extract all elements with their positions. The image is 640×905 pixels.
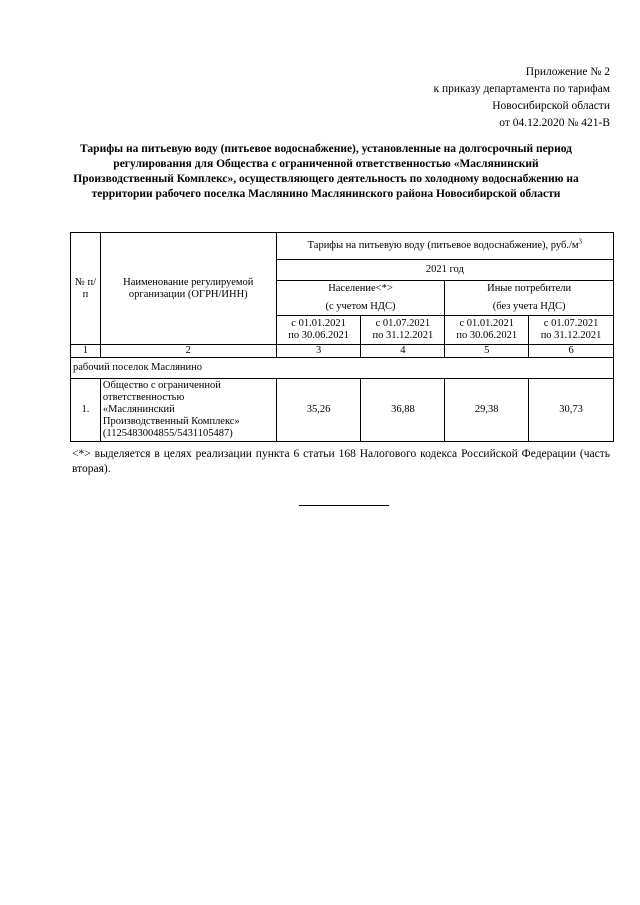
- column-number: 3: [276, 345, 361, 358]
- column-header-year: 2021 год: [276, 260, 613, 281]
- period-to: по 31.12.2021: [372, 330, 434, 341]
- period-from: с 01.07.2021: [375, 318, 431, 329]
- tariff-unit-superscript: 3: [578, 237, 583, 246]
- organization-name: [100, 379, 276, 442]
- column-header-other-consumers: [445, 281, 614, 316]
- period-header: [529, 316, 614, 345]
- org-line: ответственностью: [102, 392, 185, 403]
- org-ids: (1125483004855/5431105487): [102, 428, 233, 439]
- tariff-value: 30,73: [529, 379, 614, 442]
- tariff-value: 35,26: [276, 379, 361, 442]
- org-line: «Маслянинский: [102, 404, 175, 415]
- appendix-number: Приложение № 2: [525, 66, 610, 78]
- others-vat-note: (без учета НДС): [492, 301, 566, 312]
- appendix-order-date: от 04.12.2020 № 421-В: [499, 117, 610, 129]
- tariff-header-text: Тарифы на питьевую воду (питьевое водоснабжение), руб./м: [307, 240, 579, 251]
- tariff-table: [70, 232, 614, 442]
- org-line: Производственный Комплекс»: [102, 416, 240, 427]
- period-from: с 01.01.2021: [291, 318, 346, 329]
- locality-row: рабочий поселок Маслянино: [71, 358, 614, 379]
- column-number: 4: [361, 345, 445, 358]
- closing-divider: [299, 505, 389, 506]
- table-row: [71, 379, 614, 442]
- period-header: [445, 316, 529, 345]
- column-header-number: № п/п: [71, 233, 101, 345]
- period-header: [276, 316, 361, 345]
- column-number: 6: [529, 345, 614, 358]
- period-header: [361, 316, 445, 345]
- document-title: Тарифы на питьевую воду (питьевое водоснабжение), установленные на долгосрочный период регулирования для Общества с ограниченной ответственностью «Маслянинский Производственный Комплекс», осуществляющего деятельность по холодному водоснабжению на территории рабочего поселка Маслянино Маслянинского района Новосибирской области: [73, 143, 579, 200]
- org-line: Общество с ограниченной: [102, 380, 221, 391]
- row-number: 1.: [71, 379, 101, 442]
- appendix-header: [310, 64, 610, 132]
- column-number: 5: [445, 345, 529, 358]
- tariff-value: 29,38: [445, 379, 529, 442]
- appendix-region: Новосибирской области: [492, 100, 610, 112]
- period-to: по 30.06.2021: [456, 330, 518, 341]
- population-label: Население<*>: [328, 283, 393, 294]
- period-to: по 31.12.2021: [540, 330, 602, 341]
- period-from: с 01.07.2021: [543, 318, 599, 329]
- column-header-organization: Наименование регулируемой организации (ОГРН/ИНН): [100, 233, 276, 345]
- appendix-order-ref: к приказу департамента по тарифам: [433, 83, 610, 95]
- column-header-population: [276, 281, 445, 316]
- period-from: с 01.01.2021: [459, 318, 514, 329]
- column-number: 2: [100, 345, 276, 358]
- footnote: <*> выделяется в целях реализации пункта 6 статьи 168 Налогового кодекса Российской Федерации (часть вторая).: [72, 448, 610, 475]
- column-header-tariffs: [276, 233, 613, 260]
- column-number: 1: [71, 345, 101, 358]
- tariff-value: 36,88: [361, 379, 445, 442]
- period-to: по 30.06.2021: [288, 330, 349, 341]
- others-label: Иные потребители: [487, 283, 572, 294]
- population-vat-note: (с учетом НДС): [325, 301, 396, 312]
